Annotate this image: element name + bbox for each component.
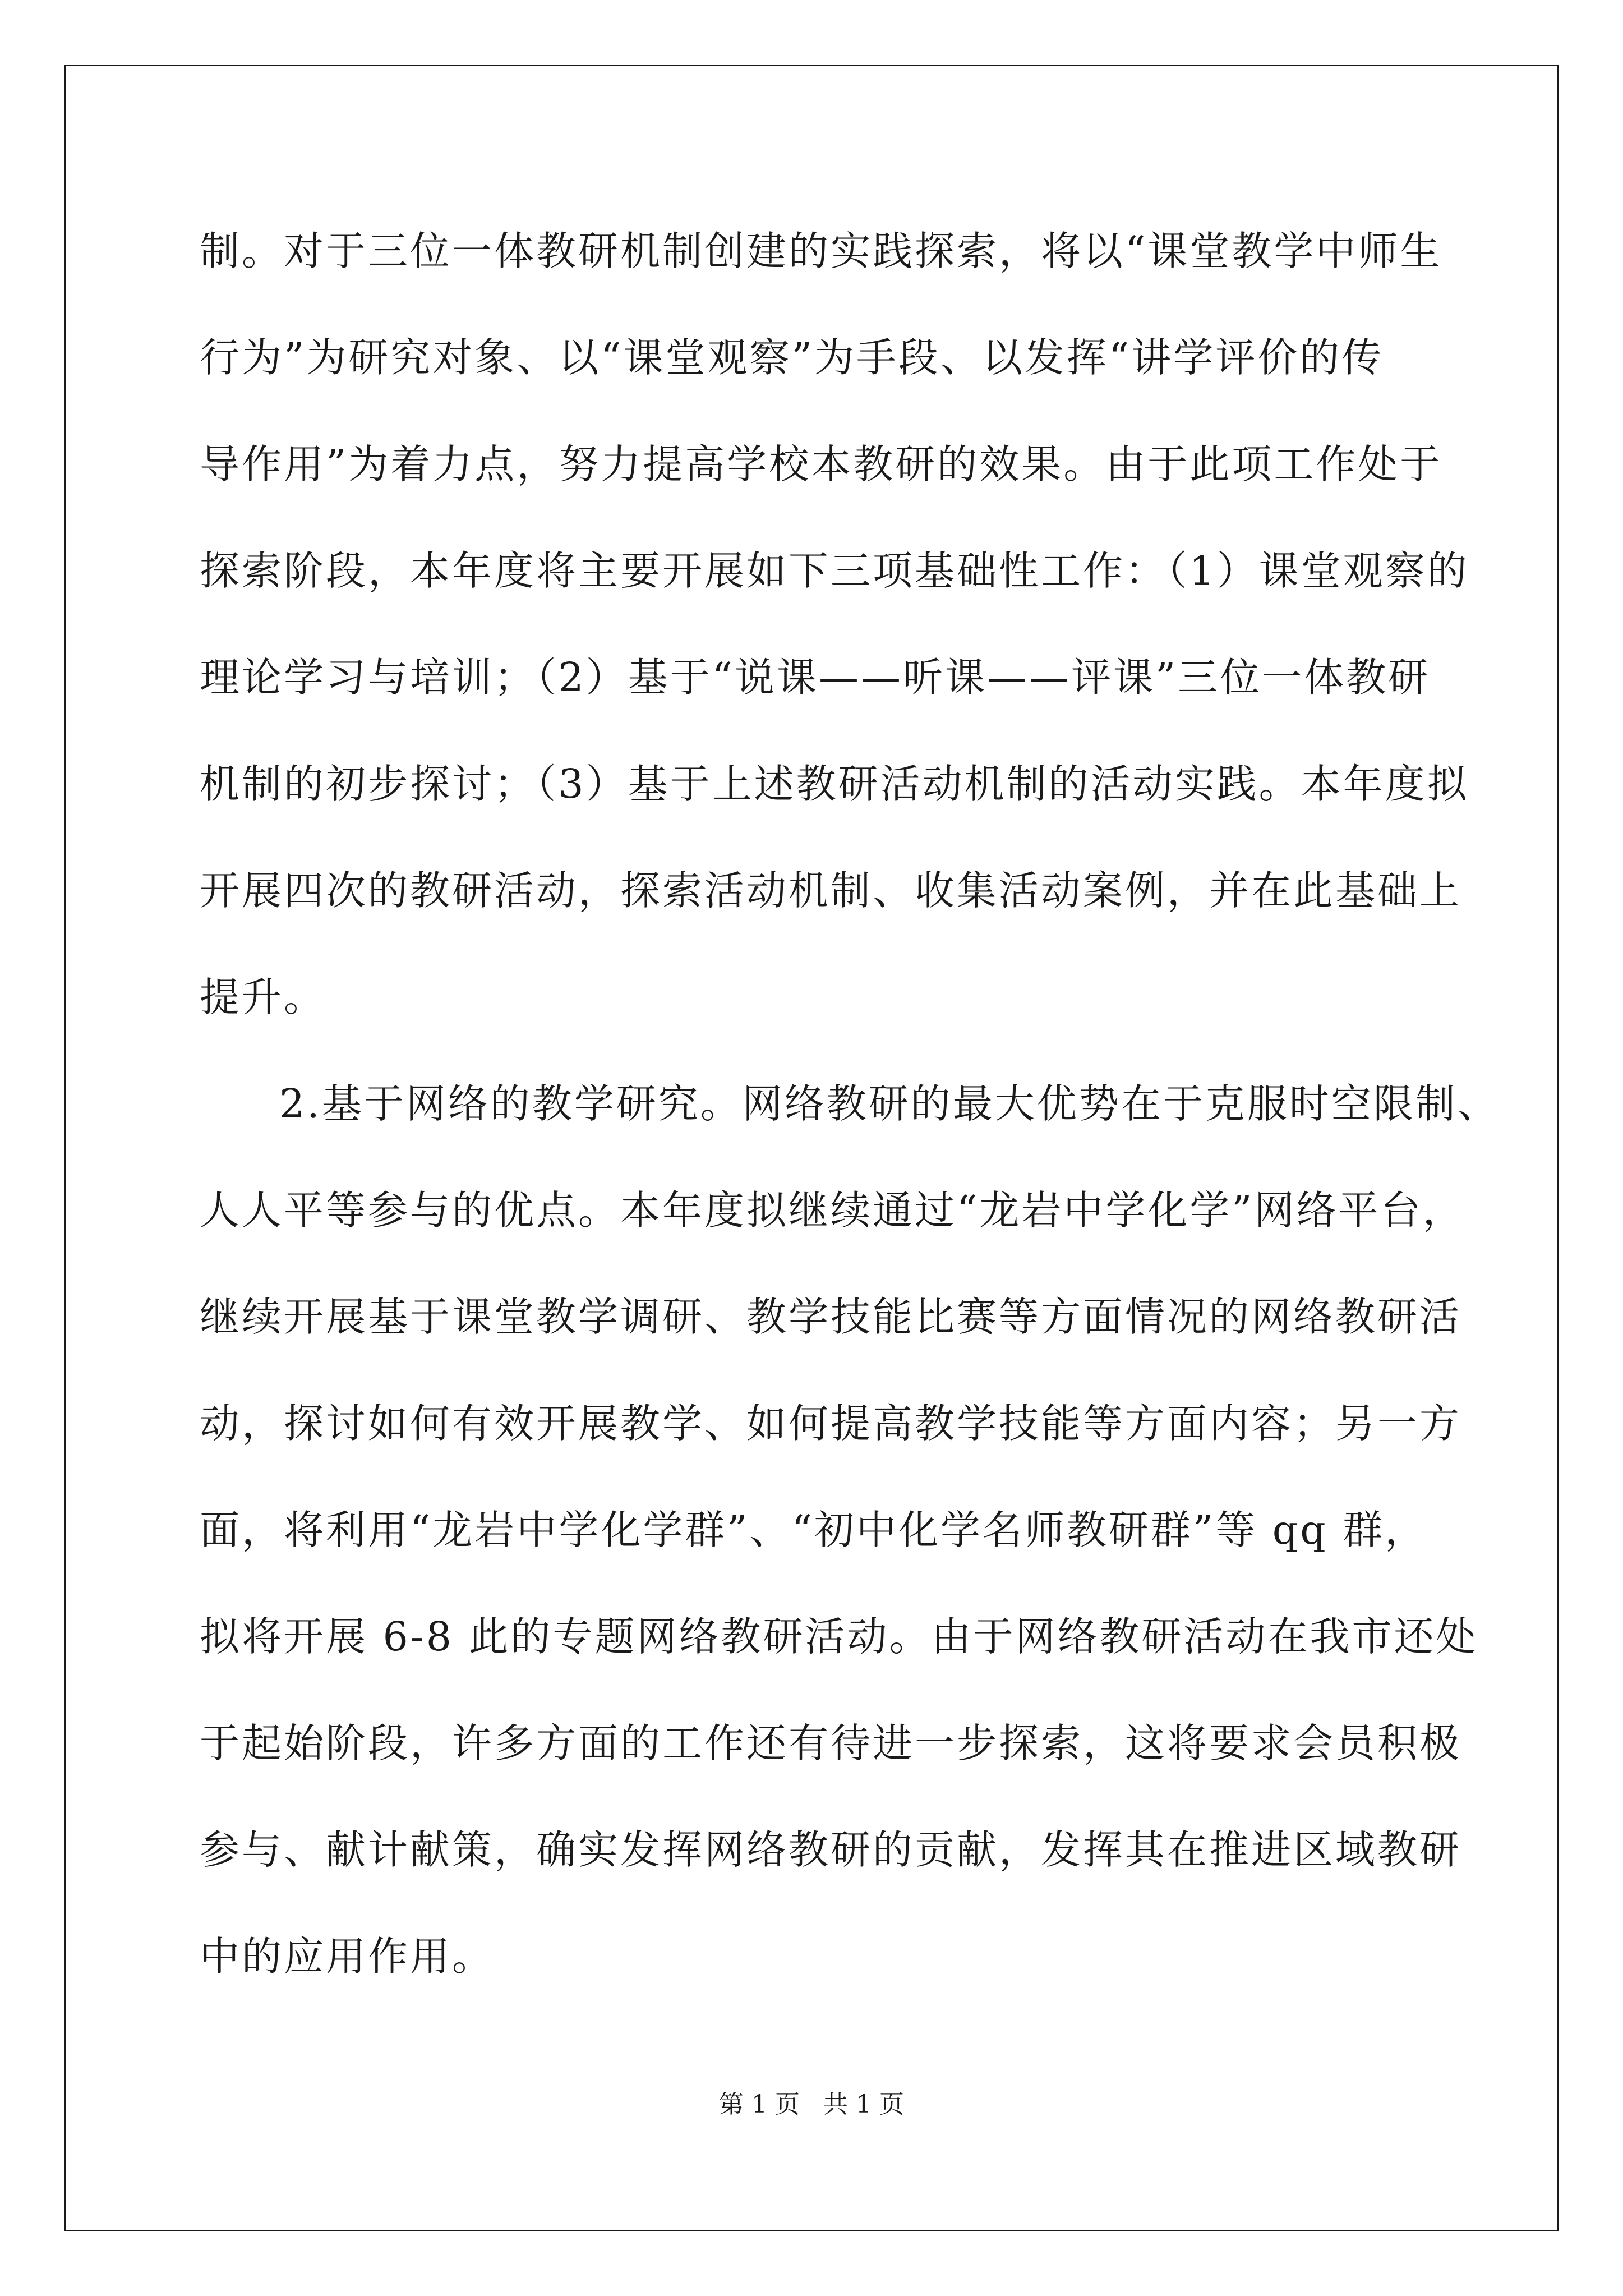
paragraph-2-line: 2.基于网络的教学研究。网络教研的最大优势在于克服时空限制、 (279, 1080, 1500, 1127)
paragraph-1-line: 开展四次的教研活动，探索活动机制、收集活动案例，并在此基础上 (200, 867, 1462, 914)
paragraph-2-line: 中的应用作用。 (200, 1933, 495, 1980)
paragraph-1-line: 行为”为研究对象、以“课堂观察”为手段、以发挥“讲学评价的传 (200, 334, 1384, 381)
paragraph-1-line: 提升。 (200, 974, 326, 1020)
paragraph-2-line: 继续开展基于课堂教学调研、教学技能比赛等方面情况的网络教研活 (200, 1294, 1462, 1340)
paragraph-2-line: 面，将利用“龙岩中学化学群”、“初中化学名师教研群”等 qq 群， (200, 1507, 1427, 1553)
paragraph-2-line: 动，探讨如何有效开展教学、如何提高教学技能等方面内容；另一方 (200, 1400, 1462, 1447)
paragraph-1-line: 探索阶段，本年度将主要开展如下三项基础性工作：（1）课堂观察的 (200, 547, 1469, 594)
paragraph-1-line: 制。对于三位一体教研机制创建的实践探索，将以“课堂教学中师生 (200, 228, 1442, 274)
paragraph-2-line: 拟将开展 6-8 此的专题网络教研活动。由于网络教研活动在我市还处 (200, 1613, 1478, 1660)
paragraph-2-line: 参与、献计献策，确实发挥网络教研的贡献，发挥其在推进区域教研 (200, 1826, 1462, 1873)
paragraph-1-line: 机制的初步探讨；（3）基于上述教研活动机制的活动实践。本年度拟 (200, 761, 1469, 807)
paragraph-1-line: 导作用”为着力点，努力提高学校本教研的效果。由于此项工作处于 (200, 441, 1442, 487)
paragraph-2-line: 于起始阶段，许多方面的工作还有待进一步探索，这将要求会员积极 (200, 1720, 1462, 1766)
paragraph-1-line: 理论学习与培训；（2）基于“说课——听课——评课”三位一体教研 (200, 654, 1431, 701)
page-number-footer: 第 1 页 共 1 页 (719, 2090, 904, 2119)
paragraph-2-line: 人人平等参与的优点。本年度拟继续通过“龙岩中学化学”网络平台， (200, 1187, 1465, 1234)
page-frame (64, 65, 1559, 2231)
